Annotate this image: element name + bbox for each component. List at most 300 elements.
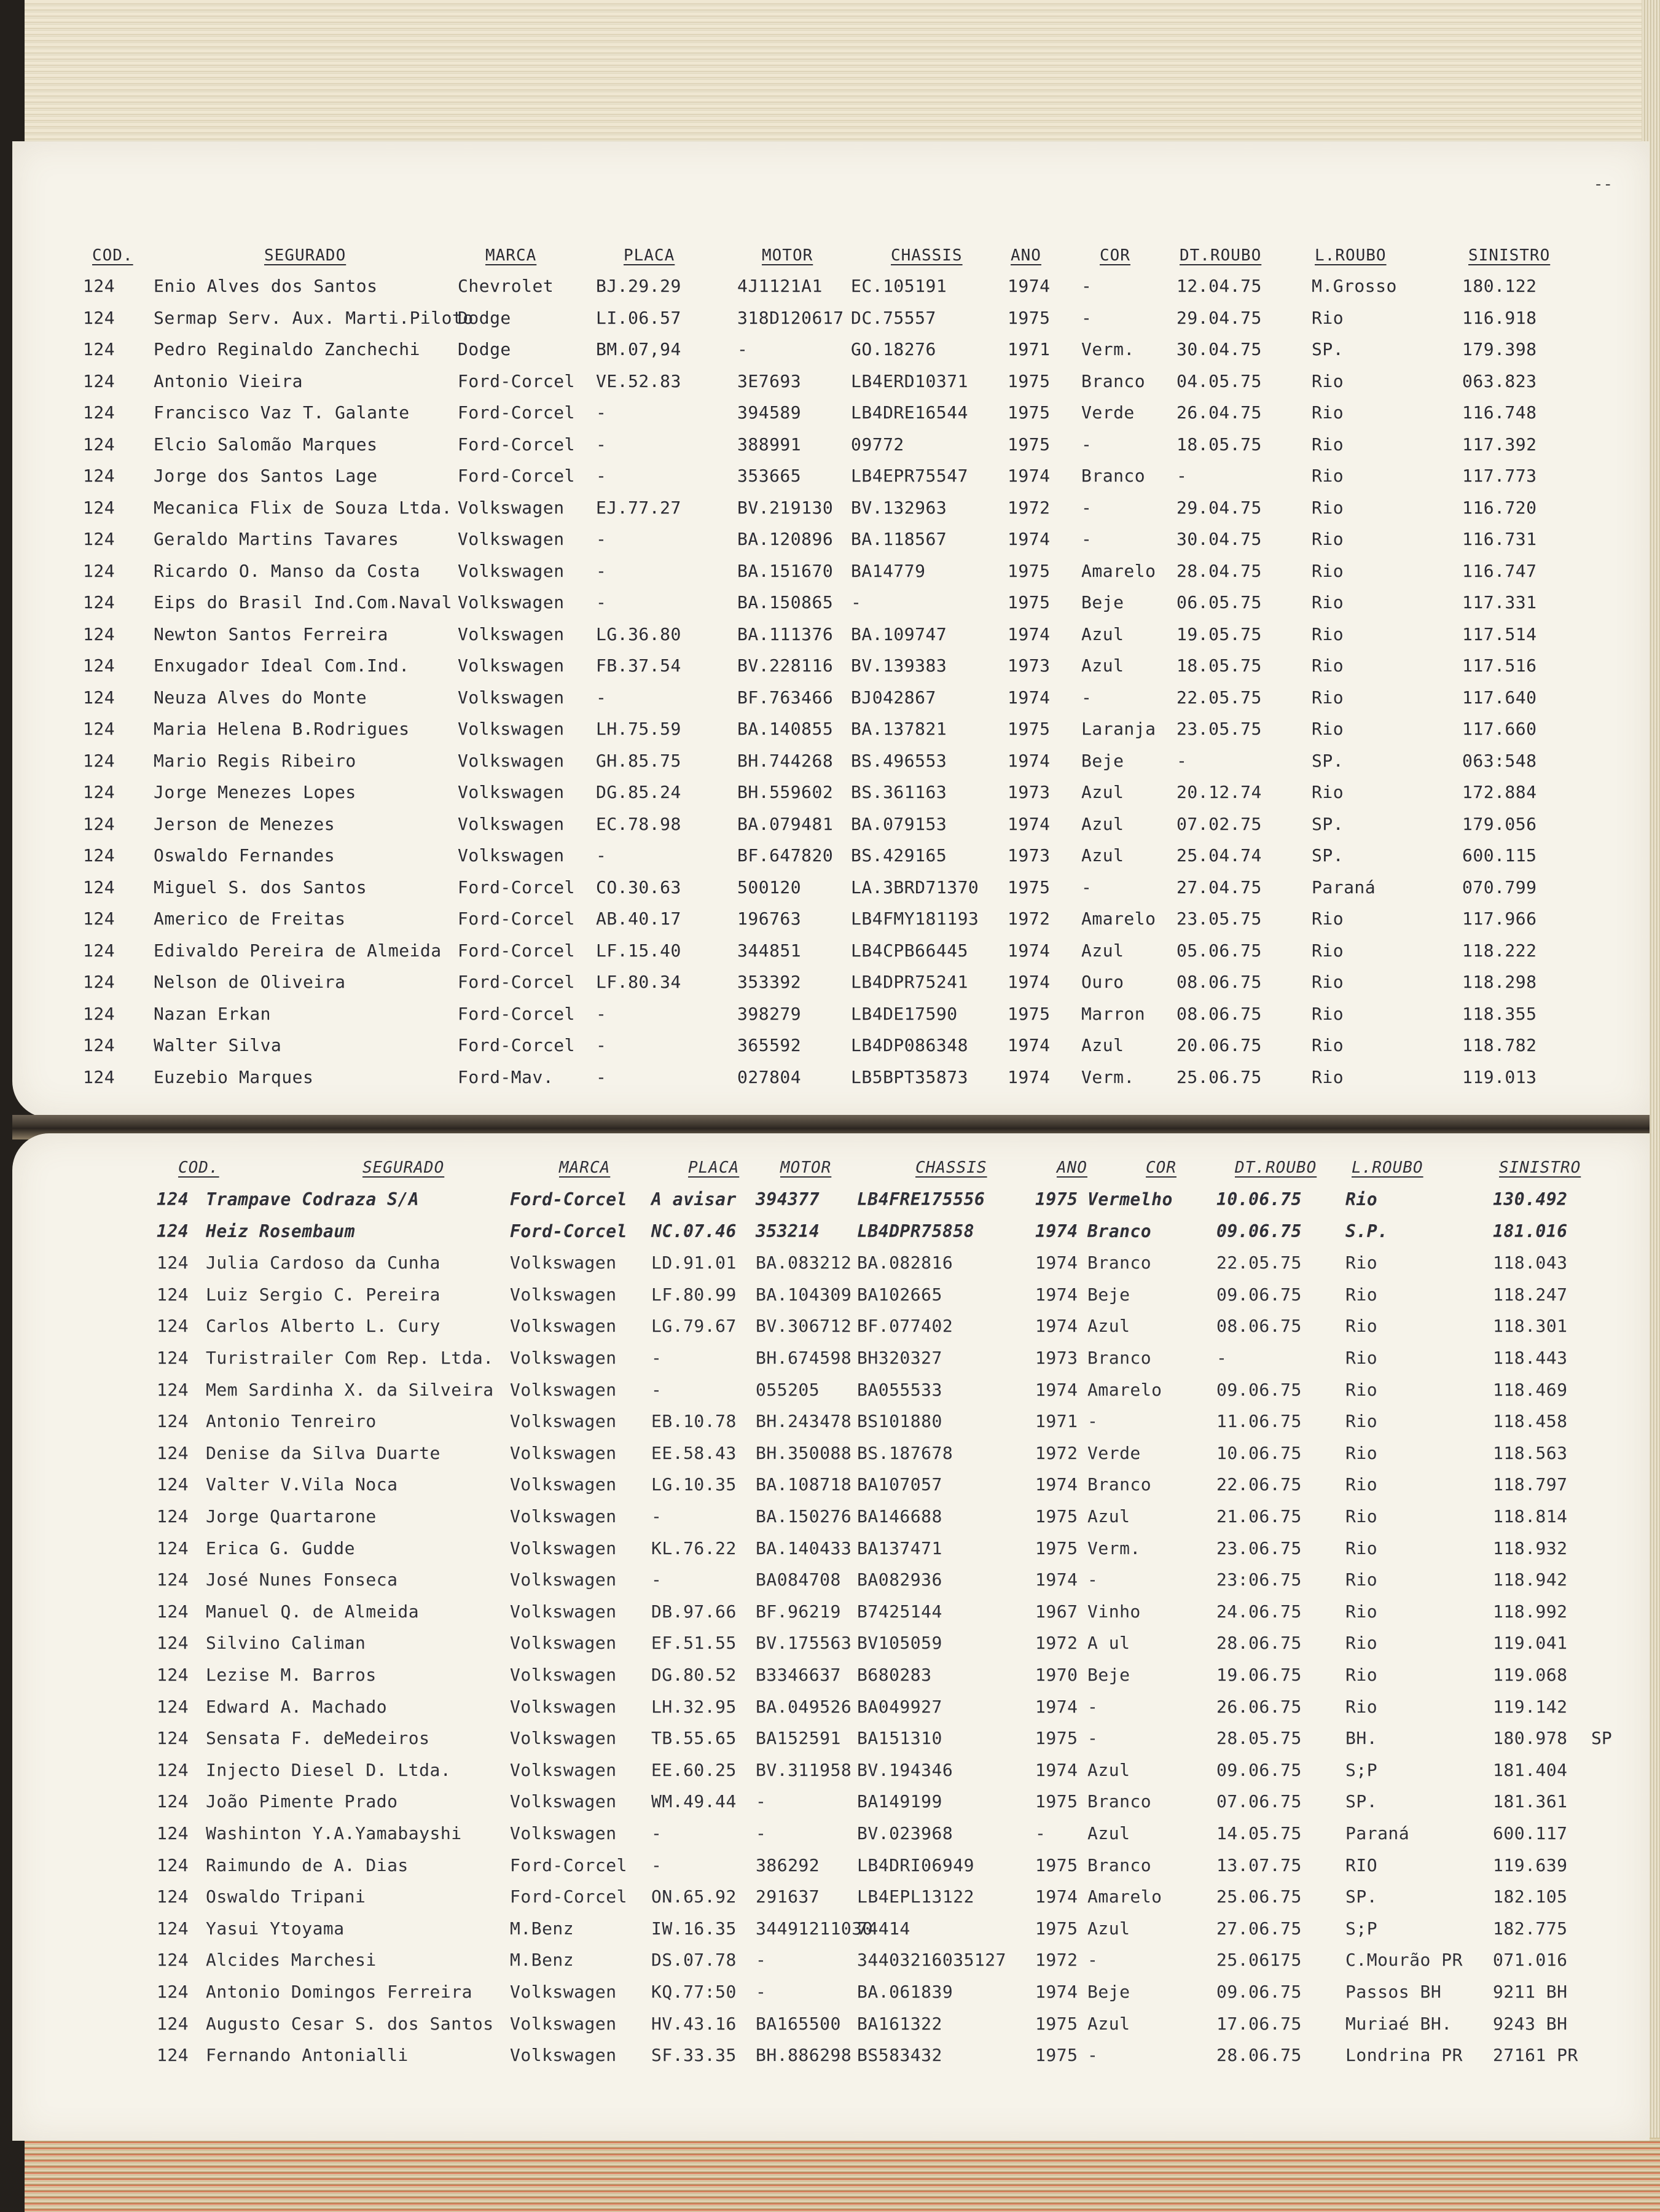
cell-motor: BA084708 xyxy=(756,1569,841,1590)
cell-l-roubo: SP. xyxy=(1345,1791,1378,1812)
cell-l-roubo: BH. xyxy=(1345,1728,1378,1749)
header-l-roubo: L.ROUBO xyxy=(1315,246,1387,265)
cell-l-roubo: SP. xyxy=(1312,339,1344,359)
cell-chassis: BV105059 xyxy=(857,1633,942,1654)
cell-sinistro: 181.361 xyxy=(1493,1791,1568,1812)
cell-chassis: 74414 xyxy=(857,1918,910,1939)
cell-motor: 394377 xyxy=(756,1189,820,1210)
cell-chassis: LB4DRE16544 xyxy=(851,402,968,423)
cell-motor: 34491211030 xyxy=(756,1918,873,1939)
cell-cod: 124 xyxy=(83,276,115,296)
cell-motor: BA.150865 xyxy=(737,592,834,612)
cell-motor: 353214 xyxy=(756,1221,820,1241)
cell-sinistro: 118.443 xyxy=(1493,1348,1568,1368)
cell-dt-roubo: 07.02.75 xyxy=(1176,813,1262,834)
cell-sinistro: 117.966 xyxy=(1462,909,1537,929)
cell-marca: Volkswagen xyxy=(458,529,565,549)
cell-placa: SF.33.35 xyxy=(651,2045,737,2066)
cell-marca: Dodge xyxy=(458,307,511,328)
cell-l-roubo: Paraná xyxy=(1312,877,1376,897)
cell-placa: - xyxy=(596,560,607,581)
table-row xyxy=(12,1310,1650,1342)
cell-cor: - xyxy=(1081,529,1092,549)
cell-sinistro: 117.331 xyxy=(1462,592,1537,612)
cell-cor: Branco xyxy=(1087,1253,1152,1273)
cell-motor: 353665 xyxy=(737,466,802,486)
cell-segurado: Antonio Vieira xyxy=(154,370,303,391)
cell-placa: - xyxy=(596,529,607,549)
cell-ano: 1975 xyxy=(1035,1538,1078,1558)
cell-l-roubo: Rio xyxy=(1312,719,1344,739)
cell-chassis: B7425144 xyxy=(857,1601,942,1622)
cell-sinistro: 070.799 xyxy=(1462,877,1537,897)
cell-cod: 124 xyxy=(157,1696,189,1717)
cell-l-roubo: Passos BH xyxy=(1345,1982,1442,2002)
cell-placa: DB.97.66 xyxy=(651,1601,737,1622)
cell-ano: 1974 xyxy=(1008,813,1051,834)
header-ano: ANO xyxy=(1011,246,1041,265)
cell-sinistro: 118.355 xyxy=(1462,1003,1537,1024)
cell-marca: Volkswagen xyxy=(458,497,565,518)
cell-motor: BV.306712 xyxy=(756,1316,852,1337)
cell-sinistro: 118.797 xyxy=(1493,1474,1568,1495)
cell-cod: 124 xyxy=(83,687,115,708)
cell-ano: 1971 xyxy=(1008,339,1051,359)
cell-cor: Azul xyxy=(1081,655,1124,676)
cell-motor: BV.219130 xyxy=(737,497,834,518)
cell-l-roubo: Rio xyxy=(1312,529,1344,549)
cell-segurado: Jorge Menezes Lopes xyxy=(154,782,356,802)
cell-cor: Vinho xyxy=(1087,1601,1141,1622)
cell-cod: 124 xyxy=(157,1633,189,1654)
cell-placa: AB.40.17 xyxy=(596,909,681,929)
table-header xyxy=(12,1152,1650,1184)
cell-marca: Ford-Corcel xyxy=(510,1189,627,1210)
cell-motor: BA.083212 xyxy=(756,1253,852,1273)
cell-motor: 318D120617 xyxy=(737,307,844,328)
cell-cor: - xyxy=(1087,2045,1098,2066)
cell-motor: BH.886298 xyxy=(756,2045,852,2066)
cell-ano: 1975 xyxy=(1008,402,1051,423)
cell-l-roubo: Rio xyxy=(1312,434,1344,455)
cell-placa: EC.78.98 xyxy=(596,813,681,834)
cell-placa: DG.80.52 xyxy=(651,1665,737,1685)
table-row xyxy=(12,1533,1650,1565)
cell-motor: 3E7693 xyxy=(737,370,802,391)
cell-chassis: BA082936 xyxy=(857,1569,942,1590)
cell-dt-roubo: 22.06.75 xyxy=(1216,1474,1302,1495)
cell-chassis: LB4EPL13122 xyxy=(857,1886,974,1907)
cell-chassis: GO.18276 xyxy=(851,339,936,359)
cell-placa: DS.07.78 xyxy=(651,1950,737,1971)
cell-segurado: Trampave Codraza S/A xyxy=(206,1189,420,1210)
cell-marca: Ford-Corcel xyxy=(458,972,575,992)
cell-l-roubo: Rio xyxy=(1312,592,1344,612)
cell-motor: 027804 xyxy=(737,1066,802,1087)
cell-chassis: BS583432 xyxy=(857,2045,942,2066)
cell-cor: - xyxy=(1087,1950,1098,1971)
cell-sinistro: 182.775 xyxy=(1493,1918,1568,1939)
cell-placa: BJ.29.29 xyxy=(596,276,681,296)
cell-l-roubo: SP. xyxy=(1312,845,1344,866)
cell-marca: Volkswagen xyxy=(510,1284,617,1305)
cell-marca: Ford-Corcel xyxy=(458,434,575,455)
cell-segurado: Miguel S. dos Santos xyxy=(154,877,367,897)
cell-placa: - xyxy=(596,402,607,423)
cell-cor: Amarelo xyxy=(1087,1379,1162,1400)
cell-dt-roubo: 12.04.75 xyxy=(1176,276,1262,296)
cell-ano: 1967 xyxy=(1035,1601,1078,1622)
cell-segurado: Walter Silva xyxy=(154,1035,282,1055)
cell-chassis: LB4ERD10371 xyxy=(851,370,968,391)
cell-cor: Branco xyxy=(1081,370,1146,391)
table-row xyxy=(12,334,1650,365)
cell-l-roubo: Rio xyxy=(1312,1035,1344,1055)
cell-motor: BA.104309 xyxy=(756,1284,852,1305)
table-row xyxy=(12,776,1650,808)
top-page xyxy=(12,141,1650,1118)
cell-marca: Volkswagen xyxy=(510,1601,617,1622)
cell-l-roubo: Rio xyxy=(1345,1189,1378,1210)
cell-placa: KQ.77:50 xyxy=(651,1982,737,2002)
cell-ano: 1973 xyxy=(1035,1348,1078,1368)
cell-motor: 055205 xyxy=(756,1379,820,1400)
cell-sinistro: 179.056 xyxy=(1462,813,1537,834)
cell-motor: - xyxy=(756,1791,767,1812)
cell-cor: Verm. xyxy=(1081,339,1135,359)
cell-dt-roubo: 28.06.75 xyxy=(1216,1633,1302,1654)
cell-chassis: BF.077402 xyxy=(857,1316,953,1337)
cell-marca: Volkswagen xyxy=(510,1411,617,1432)
cell-sinistro: 071.016 xyxy=(1493,1950,1568,1971)
cell-l-roubo: Rio xyxy=(1345,1474,1378,1495)
table-row xyxy=(12,903,1650,935)
cell-cor: Marron xyxy=(1081,1003,1146,1024)
cell-motor: BH.744268 xyxy=(737,750,834,771)
cell-ano: 1974 xyxy=(1008,940,1051,961)
table-row xyxy=(12,713,1650,745)
cell-cod: 124 xyxy=(83,845,115,866)
table-row xyxy=(12,1030,1650,1061)
cell-motor: BA.150276 xyxy=(756,1506,852,1526)
table-row xyxy=(12,808,1650,840)
cell-chassis: BV.194346 xyxy=(857,1759,953,1780)
cell-l-roubo: Rio xyxy=(1312,782,1344,802)
cell-marca: Ford-Corcel xyxy=(458,1035,575,1055)
cell-l-roubo: Rio xyxy=(1345,1665,1378,1685)
cell-dt-roubo: 23.06.75 xyxy=(1216,1538,1302,1558)
page-corner-mark: -- xyxy=(1593,175,1613,193)
cell-sinistro: 9211 BH xyxy=(1493,1982,1568,2002)
cell-marca: Ford-Corcel xyxy=(458,370,575,391)
cell-dt-roubo: 08.06.75 xyxy=(1176,972,1262,992)
cell-ano: 1974 xyxy=(1008,972,1051,992)
header-dt-roubo: DT.ROUBO xyxy=(1180,246,1262,265)
cell-segurado: Lezise M. Barros xyxy=(206,1665,377,1685)
cell-ano: 1973 xyxy=(1008,782,1051,802)
cell-placa: - xyxy=(651,1854,662,1875)
cell-dt-roubo: 25.04.74 xyxy=(1176,845,1262,866)
cell-ano: 1974 xyxy=(1035,1886,1078,1907)
cell-motor: 500120 xyxy=(737,877,802,897)
cell-cor: Branco xyxy=(1087,1791,1152,1812)
cell-l-roubo: RIO xyxy=(1345,1854,1378,1875)
cell-cod: 124 xyxy=(157,1759,189,1780)
table-row xyxy=(12,1913,1650,1945)
cell-ano: 1974 xyxy=(1035,1221,1078,1241)
cell-sinistro: 600.117 xyxy=(1493,1823,1568,1843)
cell-ano: 1974 xyxy=(1035,1982,1078,2002)
cell-dt-roubo: 27.04.75 xyxy=(1176,877,1262,897)
cell-cor: - xyxy=(1081,687,1092,708)
cell-segurado: Denise da Silva Duarte xyxy=(206,1442,440,1463)
cell-placa: EJ.77.27 xyxy=(596,497,681,518)
cell-motor: 196763 xyxy=(737,909,802,929)
cell-sinistro: 119.068 xyxy=(1493,1665,1568,1685)
cell-l-roubo: Rio xyxy=(1345,1601,1378,1622)
cell-marca: Volkswagen xyxy=(510,2013,617,2034)
cell-segurado: Sermap Serv. Aux. Marti.Piloto xyxy=(154,307,474,328)
cell-chassis: BA107057 xyxy=(857,1474,942,1495)
table-row xyxy=(12,587,1650,619)
cell-dt-roubo: 10.06.75 xyxy=(1216,1189,1302,1210)
cell-cod: 124 xyxy=(157,1854,189,1875)
cell-chassis: - xyxy=(851,592,862,612)
table-row xyxy=(12,650,1650,682)
cell-chassis: BS.187678 xyxy=(857,1442,953,1463)
cell-l-roubo: Rio xyxy=(1312,1003,1344,1024)
cell-segurado: Nazan Erkan xyxy=(154,1003,271,1024)
cell-placa: LH.32.95 xyxy=(651,1696,737,1717)
cell-cor: Branco xyxy=(1087,1348,1152,1368)
cell-dt-roubo: 09.06.75 xyxy=(1216,1284,1302,1305)
cell-motor: 353392 xyxy=(737,972,802,992)
cell-chassis: BA055533 xyxy=(857,1379,942,1400)
cell-cod: 124 xyxy=(157,1348,189,1368)
cell-l-roubo: S.P. xyxy=(1345,1221,1388,1241)
cell-l-roubo: Rio xyxy=(1312,687,1344,708)
cell-cod: 124 xyxy=(157,1823,189,1843)
cell-cor: Azul xyxy=(1081,623,1124,644)
cell-cod: 124 xyxy=(157,1411,189,1432)
table-row xyxy=(12,1944,1650,1976)
cell-l-roubo: Rio xyxy=(1345,1442,1378,1463)
header-cor: COR xyxy=(1146,1159,1176,1177)
header-segurado: SEGURADO xyxy=(264,246,346,265)
table-row xyxy=(12,1976,1650,2008)
cell-ano: 1974 xyxy=(1008,623,1051,644)
cell-cod: 124 xyxy=(83,560,115,581)
cell-chassis: BH320327 xyxy=(857,1348,942,1368)
cell-cod: 124 xyxy=(83,719,115,739)
cell-sinistro: 118.814 xyxy=(1493,1506,1568,1526)
cell-cor: Azul xyxy=(1087,1918,1130,1939)
cell-cod: 124 xyxy=(157,1316,189,1337)
cell-dt-roubo: 22.05.75 xyxy=(1216,1253,1302,1273)
table-row xyxy=(12,1722,1650,1754)
cell-chassis: BA146688 xyxy=(857,1506,942,1526)
cell-placa: - xyxy=(651,1506,662,1526)
cell-cod: 124 xyxy=(157,2013,189,2034)
cell-segurado: João Pimente Prado xyxy=(206,1791,398,1812)
cell-dt-roubo: 27.06.75 xyxy=(1216,1918,1302,1939)
cell-marca: Volkswagen xyxy=(510,1759,617,1780)
cell-dt-roubo: 20.12.74 xyxy=(1176,782,1262,802)
header-chassis: CHASSIS xyxy=(915,1159,987,1177)
cell-segurado: Injecto Diesel D. Ltda. xyxy=(206,1759,452,1780)
cell-dt-roubo: 06.05.75 xyxy=(1176,592,1262,612)
cell-marca: Dodge xyxy=(458,339,511,359)
cell-cod: 124 xyxy=(157,1918,189,1939)
cell-ano: 1974 xyxy=(1008,529,1051,549)
cell-placa: LD.91.01 xyxy=(651,1253,737,1273)
table-row xyxy=(12,1627,1650,1659)
cell-placa: EE.58.43 xyxy=(651,1442,737,1463)
table-row xyxy=(12,1061,1650,1093)
cell-l-roubo: Rio xyxy=(1345,1316,1378,1337)
cell-chassis: BV.132963 xyxy=(851,497,947,518)
cell-placa: BM.07,94 xyxy=(596,339,681,359)
cell-segurado: Edivaldo Pereira de Almeida xyxy=(154,940,442,961)
cell-dt-roubo: 07.06.75 xyxy=(1216,1791,1302,1812)
cell-cod: 124 xyxy=(157,2045,189,2066)
cell-dt-roubo: 17.06.75 xyxy=(1216,2013,1302,2034)
cell-dt-roubo: 26.06.75 xyxy=(1216,1696,1302,1717)
cell-placa: FB.37.54 xyxy=(596,655,681,676)
cell-marca: Volkswagen xyxy=(510,1506,617,1526)
cell-motor: - xyxy=(756,1950,767,1971)
cell-motor: 394589 xyxy=(737,402,802,423)
cell-dt-roubo: - xyxy=(1216,1348,1227,1368)
cell-dt-roubo: 25.06175 xyxy=(1216,1950,1302,1971)
cell-placa: - xyxy=(651,1348,662,1368)
cell-placa: ON.65.92 xyxy=(651,1886,737,1907)
table-row xyxy=(12,1818,1650,1850)
cell-placa: - xyxy=(651,1569,662,1590)
cell-marca: M.Benz xyxy=(510,1918,574,1939)
cell-marca: Volkswagen xyxy=(458,592,565,612)
cell-marca: Volkswagen xyxy=(458,845,565,866)
cell-placa: LG.10.35 xyxy=(651,1474,737,1495)
cell-dt-roubo: 22.05.75 xyxy=(1176,687,1262,708)
cell-motor: 4J1121A1 xyxy=(737,276,823,296)
cell-cod: 124 xyxy=(157,1569,189,1590)
cell-segurado: Raimundo de A. Dias xyxy=(206,1854,409,1875)
cell-l-roubo: Rio xyxy=(1312,307,1344,328)
cell-placa: EE.60.25 xyxy=(651,1759,737,1780)
cell-chassis: BV.139383 xyxy=(851,655,947,676)
cell-marca: Volkswagen xyxy=(510,1696,617,1717)
header-placa: PLACA xyxy=(624,246,675,265)
cell-motor: BA.108718 xyxy=(756,1474,852,1495)
cell-cod: 124 xyxy=(83,1003,115,1024)
cell-placa: - xyxy=(651,1823,662,1843)
cell-segurado: Mario Regis Ribeiro xyxy=(154,750,356,771)
cell-dt-roubo: 14.05.75 xyxy=(1216,1823,1302,1843)
cell-cod: 124 xyxy=(83,940,115,961)
cell-segurado: Geraldo Martins Tavares xyxy=(154,529,399,549)
table-row xyxy=(12,1342,1650,1374)
cell-marca: Volkswagen xyxy=(510,1665,617,1685)
table-row xyxy=(12,840,1650,872)
cell-extra-note: SP xyxy=(1591,1728,1612,1749)
cell-motor: B3346637 xyxy=(756,1665,841,1685)
cell-chassis: BA.082816 xyxy=(857,1253,953,1273)
cell-ano: 1974 xyxy=(1008,466,1051,486)
table-row xyxy=(12,1184,1650,1216)
cell-dt-roubo: 09.06.75 xyxy=(1216,1379,1302,1400)
cell-dt-roubo: 09.06.75 xyxy=(1216,1221,1302,1241)
cell-segurado: Americo de Freitas xyxy=(154,909,346,929)
cell-dt-roubo: 10.06.75 xyxy=(1216,1442,1302,1463)
cell-ano: 1974 xyxy=(1035,1284,1078,1305)
cell-sinistro: 118.043 xyxy=(1493,1253,1568,1273)
cell-marca: Volkswagen xyxy=(458,750,565,771)
cell-placa: LF.15.40 xyxy=(596,940,681,961)
cell-cor: Azul xyxy=(1081,813,1124,834)
cell-segurado: Jerson de Menezes xyxy=(154,813,335,834)
cell-chassis: BS.429165 xyxy=(851,845,947,866)
cell-cod: 124 xyxy=(157,1284,189,1305)
cell-cor: Amarelo xyxy=(1081,560,1156,581)
cell-dt-roubo: 05.06.75 xyxy=(1176,940,1262,961)
table-row xyxy=(12,1659,1650,1691)
cell-dt-roubo: 09.06.75 xyxy=(1216,1982,1302,2002)
cell-sinistro: 116.731 xyxy=(1462,529,1537,549)
cell-cor: Verm. xyxy=(1087,1538,1141,1558)
cell-segurado: Mecanica Flix de Souza Ltda. xyxy=(154,497,453,518)
cell-segurado: Francisco Vaz T. Galante xyxy=(154,402,410,423)
cell-segurado: Pedro Reginaldo Zanchechi xyxy=(154,339,420,359)
cell-chassis: B680283 xyxy=(857,1665,932,1685)
cell-ano: 1975 xyxy=(1008,719,1051,739)
cell-cod: 124 xyxy=(83,750,115,771)
cell-l-roubo: S;P xyxy=(1345,1759,1378,1780)
cell-ano: 1975 xyxy=(1035,2045,1078,2066)
cell-cor: Ouro xyxy=(1081,972,1124,992)
cell-cor: Azul xyxy=(1087,1316,1130,1337)
cell-placa: KL.76.22 xyxy=(651,1538,737,1558)
cell-marca: Volkswagen xyxy=(458,655,565,676)
table-row xyxy=(12,1786,1650,1818)
cell-ano: 1972 xyxy=(1008,497,1051,518)
cell-chassis: BA.079153 xyxy=(851,813,947,834)
cell-dt-roubo: 29.04.75 xyxy=(1176,307,1262,328)
cell-segurado: Carlos Alberto L. Cury xyxy=(206,1316,440,1337)
cell-ano: 1975 xyxy=(1008,1003,1051,1024)
cell-marca: Ford-Corcel xyxy=(458,466,575,486)
table-row xyxy=(12,1437,1650,1469)
cell-dt-roubo: 20.06.75 xyxy=(1176,1035,1262,1055)
cell-dt-roubo: 30.04.75 xyxy=(1176,529,1262,549)
header-ano: ANO xyxy=(1057,1159,1087,1177)
cell-sinistro: 172.884 xyxy=(1462,782,1537,802)
cell-cor: Azul xyxy=(1081,845,1124,866)
cell-sinistro: 063:548 xyxy=(1462,750,1537,771)
cell-l-roubo: Rio xyxy=(1312,1066,1344,1087)
cell-ano: 1973 xyxy=(1008,655,1051,676)
cell-ano: 1974 xyxy=(1035,1474,1078,1495)
cell-sinistro: 116.918 xyxy=(1462,307,1537,328)
cell-l-roubo: SP. xyxy=(1312,813,1344,834)
cell-sinistro: 063.823 xyxy=(1462,370,1537,391)
cell-cod: 124 xyxy=(157,1538,189,1558)
cell-marca: Volkswagen xyxy=(510,1316,617,1337)
cell-sinistro: 9243 BH xyxy=(1493,2013,1568,2034)
cell-ano: 1970 xyxy=(1035,1665,1078,1685)
cell-ano: 1974 xyxy=(1008,1066,1051,1087)
cell-l-roubo: Rio xyxy=(1345,1506,1378,1526)
